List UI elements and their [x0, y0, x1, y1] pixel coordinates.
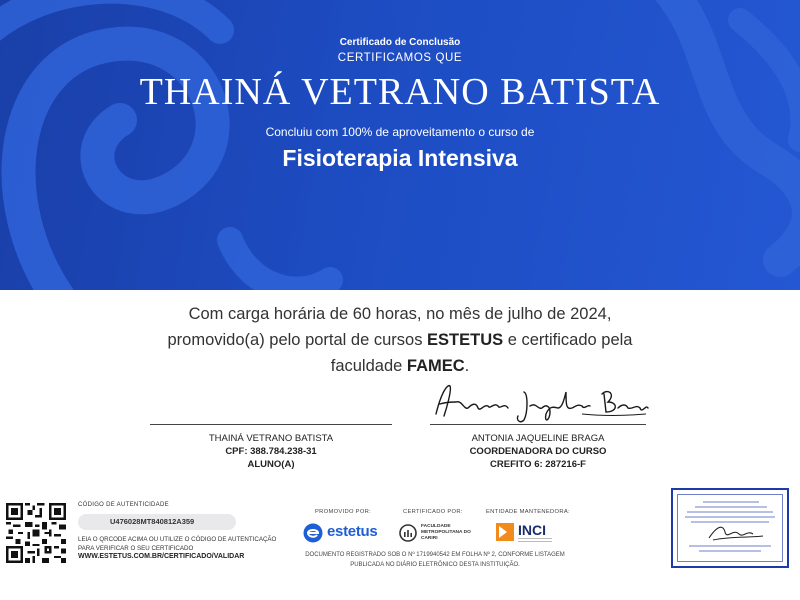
student-name-title: THAINÁ VETRANO BATISTA: [139, 71, 661, 113]
auth-instructions: LEIA O QRCODE ACIMA OU UTILIZE O CÓDIGO DE AUTENTICAÇÃO PARA VERIFICAR O SEU CERTIFICADO: [78, 536, 277, 552]
famec-logo: [399, 522, 479, 544]
details-line-3: faculdade FAMEC.: [330, 357, 470, 375]
student-signature-name: THAINÁ VETRANO BATISTA: [208, 433, 334, 444]
certificate-details: [100, 301, 700, 379]
student-signature-block: [150, 432, 392, 471]
coordinator-handwritten-signature: [432, 380, 652, 426]
student-signature-line: [150, 424, 392, 425]
estetus-mark-icon: [303, 523, 323, 543]
registration-note: DOCUMENTO REGISTRADO SOB O Nº 1719940542 EM FOLHA Nº 2, CONFORME LISTAGEM PUBLICADA NO DIÁRIO ELETRÔNICO DESTA INSTITUIÇÃO.: [305, 552, 565, 568]
inci-tagline-lines: [518, 538, 552, 542]
portal-name: ESTETUS: [427, 331, 504, 349]
validation-link[interactable]: WWW.ESTETUS.COM.BR/CERTIFICADO/VALIDAR: [78, 553, 245, 560]
estetus-logo: [303, 522, 383, 544]
maintainer-label: ENTIDADE MANTENEDORA:: [486, 509, 570, 515]
student-cpf: CPF: 388.784.238-31: [225, 446, 317, 457]
details-line-1: Com carga horária de 60 horas, no mês de julho de 2024,: [188, 305, 612, 323]
inci-mark-icon: [496, 523, 514, 541]
qr-code[interactable]: [6, 503, 66, 563]
famec-mark-icon: [399, 524, 417, 542]
certified-by-label: CERTIFICADO POR:: [403, 509, 463, 515]
auth-code-label: CÓDIGO DE AUTENTICIDADE: [78, 502, 169, 508]
details-line-2: promovido(a) pelo portal de cursos ESTETUS e certificado pela: [167, 331, 633, 349]
coordinator-name: ANTONIA JAQUELINE BRAGA: [471, 433, 605, 444]
certificate-type: Certificado de Conclusão: [339, 37, 461, 48]
official-stamp: [671, 488, 789, 568]
coordinator-crefito: CREFITO 6: 287216-F: [490, 459, 586, 470]
famec-wordmark: FACULDADE METROPOLITANA DO CARIRI: [421, 524, 471, 541]
coordinator-signature-line: [430, 424, 646, 425]
estetus-wordmark: estetus: [327, 523, 378, 540]
coordinator-role: COORDENADORA DO CURSO: [469, 446, 607, 457]
certificate-header: [0, 0, 800, 290]
inci-logo: [496, 522, 556, 544]
stamp-contents-graphic: [673, 490, 787, 566]
completion-statement: Concluiu com 100% de aproveitamento o curso de: [265, 125, 535, 139]
course-name: Fisioterapia Intensiva: [282, 145, 518, 171]
auth-code-value[interactable]: U476028MT840812A359: [78, 514, 236, 530]
student-role: ALUNO(A): [247, 459, 295, 470]
coordinator-signature-block: [430, 432, 646, 471]
faculty-name: FAMEC: [406, 357, 465, 375]
promoted-by-label: PROMOVIDO POR:: [315, 509, 372, 515]
inci-wordmark: INCI: [518, 522, 546, 538]
certify-intro: CERTIFICAMOS QUE: [337, 52, 463, 64]
